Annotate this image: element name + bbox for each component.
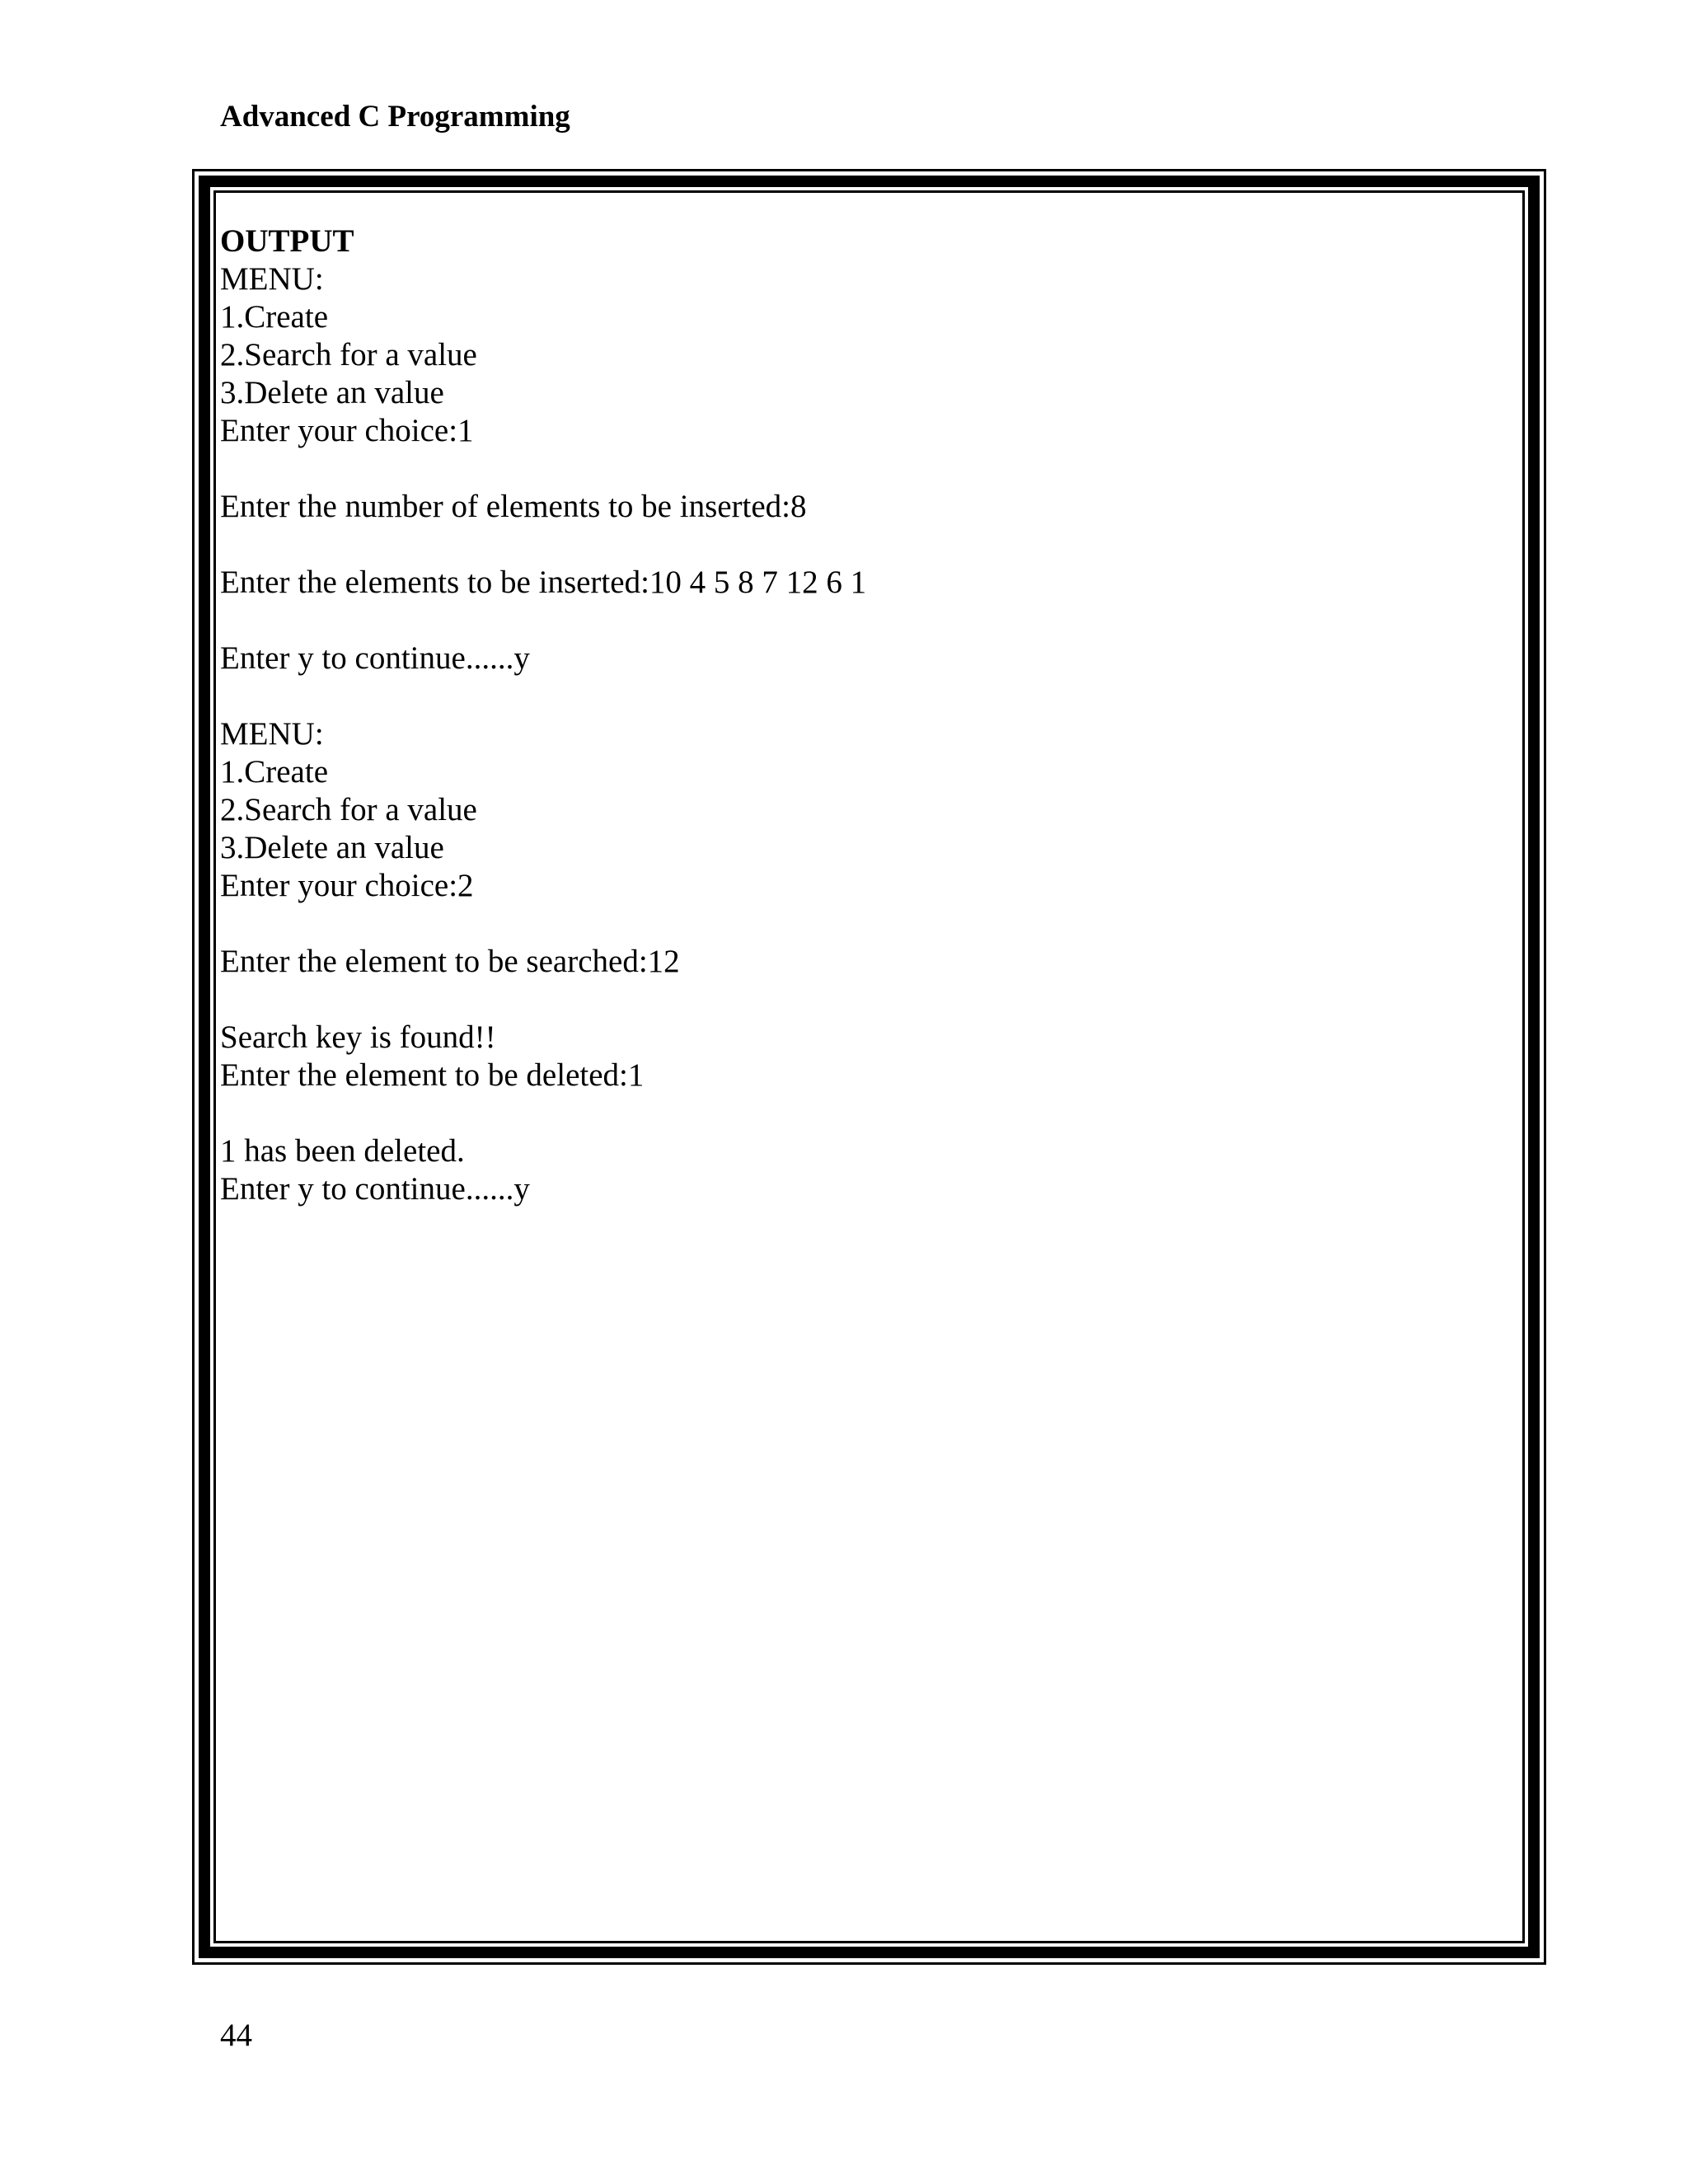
- output-line: Enter the elements to be inserted:10 4 5 8 7 12 6 1: [220, 565, 867, 600]
- output-line: Enter your choice:1: [220, 413, 474, 448]
- output-line: Enter the element to be searched:12: [220, 944, 680, 979]
- output-line: Enter y to continue......y: [220, 640, 530, 676]
- page-number: 44: [220, 2018, 252, 2053]
- output-line: 1 has been deleted.: [220, 1133, 465, 1169]
- output-line: MENU:: [220, 261, 324, 297]
- output-section: [220, 223, 866, 1208]
- output-blank-line: [220, 677, 866, 715]
- output-line: Enter your choice:2: [220, 868, 474, 903]
- output-line: Enter y to continue......y: [220, 1171, 530, 1207]
- output-line: 3.Delete an value: [220, 375, 444, 410]
- output-line: 1.Create: [220, 299, 329, 335]
- output-line: Enter the number of elements to be inserted:8: [220, 489, 807, 524]
- output-line: 3.Delete an value: [220, 830, 444, 865]
- output-line: MENU:: [220, 716, 324, 752]
- output-blank-line: [220, 602, 866, 640]
- output-heading: OUTPUT: [220, 223, 354, 259]
- output-blank-line: [220, 905, 866, 943]
- running-header-title: Advanced C Programming: [220, 100, 570, 134]
- output-line: 1.Create: [220, 754, 329, 790]
- output-line: 2.Search for a value: [220, 337, 477, 373]
- output-line: Search key is found!!: [220, 1019, 496, 1055]
- output-line: 2.Search for a value: [220, 792, 477, 827]
- output-blank-line: [220, 450, 866, 488]
- output-line: Enter the element to be deleted:1: [220, 1057, 645, 1093]
- output-blank-line: [220, 981, 866, 1019]
- output-blank-line: [220, 1094, 866, 1132]
- output-blank-line: [220, 526, 866, 564]
